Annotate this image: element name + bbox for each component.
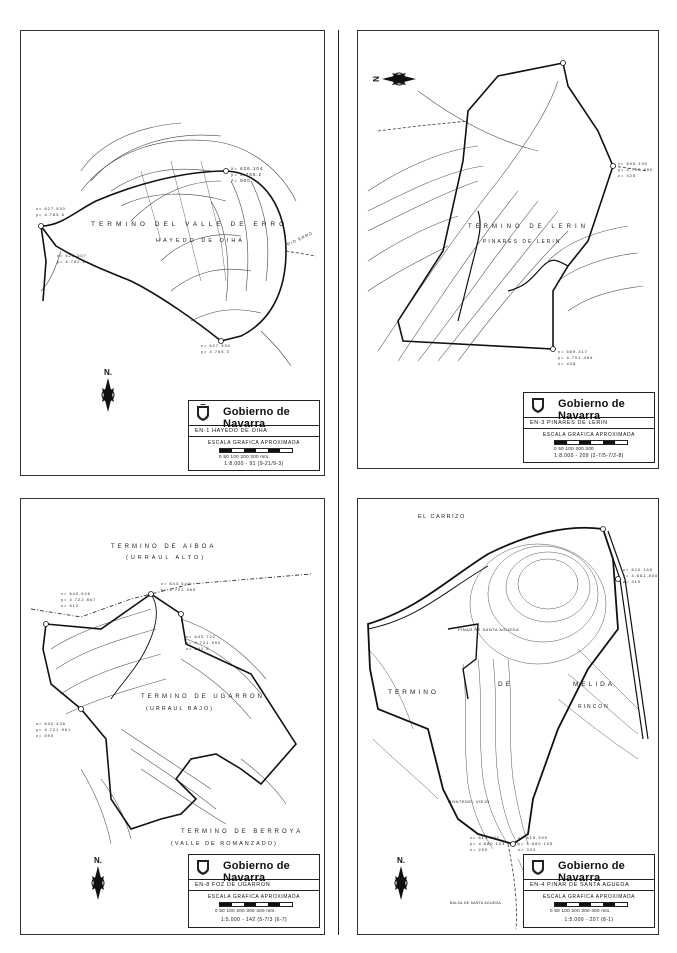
- coord-label: x= 627.930: [201, 343, 231, 348]
- compass-icon: [382, 65, 416, 93]
- map-panel-en8: [20, 498, 325, 935]
- scale-bar: [554, 440, 628, 445]
- scale-ticks: 0 50 100 200 300: [554, 446, 594, 451]
- coord-label: y= 4.722.867: [61, 597, 97, 602]
- north-label: N.: [397, 856, 405, 865]
- government-name: Gobierno de Navarra: [223, 860, 290, 884]
- north-label: N.: [104, 368, 112, 377]
- map-label-term-sub: (URRAUL BAJO): [146, 706, 214, 712]
- title-block: [188, 854, 320, 928]
- scale-bar: [219, 902, 293, 907]
- map-label-place: RINCON: [578, 704, 610, 710]
- navarra-shield-icon: [196, 858, 210, 876]
- coord-label: x= 643.540: [161, 581, 191, 586]
- map-label-place: PINAR DE SANTA AGUEDA: [458, 627, 520, 632]
- center-divider: [338, 30, 339, 935]
- river-label: RIO ERRO: [286, 230, 314, 247]
- map-label-term-sub: (VALLE DE ROMANZADO): [171, 841, 278, 847]
- coord-label: y= 4.701.484: [558, 355, 594, 360]
- coord-label: y= 4.762.6: [57, 259, 86, 264]
- coord-label: x= 590.190: [618, 161, 648, 166]
- map-reference: 1:8.000 - 91 (9-21/9-3): [224, 461, 284, 467]
- north-arrow: [81, 856, 115, 902]
- navarra-shield-icon: [196, 404, 210, 422]
- scale-ticks: 0 50 100 200 300 400 mts.: [550, 908, 612, 913]
- map-label-term: DE: [498, 681, 514, 688]
- coord-label: x= 626.104: [231, 166, 264, 171]
- map-label-term: TERMINO DE AIBOA: [111, 544, 217, 550]
- site-name: EN-4 PINAR DE SANTA AGUEDA: [530, 882, 630, 888]
- coord-label: x= 589.317: [558, 349, 588, 354]
- map-label-place: MONTEDEL VIEJO: [448, 799, 490, 804]
- compass-icon: [84, 866, 112, 900]
- coord-label: z= 900: [231, 178, 251, 183]
- map-label-term-sub: (URRAUL ALTO): [126, 555, 207, 561]
- north-arrow: [91, 368, 125, 414]
- coord-label: z= 333: [518, 847, 537, 852]
- coord-label: y= 4.681.800: [623, 573, 659, 578]
- coord-label: y= 4.765.6: [36, 212, 65, 217]
- map-label-term: MELIDA: [573, 681, 616, 688]
- coord-label: z= 425: [618, 173, 637, 178]
- coord-label: x= 620.165: [623, 567, 653, 572]
- map-panel-en1: [20, 30, 325, 476]
- compass-icon: [94, 378, 122, 412]
- scale-bar: [554, 902, 628, 907]
- title-block: [188, 400, 320, 471]
- title-block: [523, 854, 655, 928]
- coord-label: z= 255: [470, 847, 489, 852]
- map-panel-en3: [357, 30, 659, 469]
- scale-title: ESCALA GRAFICA APROXIMADA: [542, 432, 636, 438]
- title-block: [523, 392, 655, 463]
- scale-bar: [219, 448, 293, 453]
- map-label-wood: PINARES DE LERIN: [483, 239, 562, 245]
- north-arrow: [384, 856, 418, 902]
- coord-label: z= 590: [36, 733, 55, 738]
- site-name: EN-1 HAYEDO DE OIHA: [195, 428, 268, 434]
- government-name: Gobierno de Navarra: [558, 398, 625, 422]
- coord-label: y= 4.765.3: [201, 349, 230, 354]
- coord-label: x= 643.722: [186, 634, 216, 639]
- coord-label: y= 4.680.105: [518, 841, 554, 846]
- map-label-term: TERMINO DEL VALLE DE ERRO: [91, 221, 289, 228]
- coord-label: x= 623.007: [57, 253, 87, 258]
- map-reference: 1:8.000 - 209 (2-7/5-7/2-8): [554, 453, 624, 459]
- coord-label: z= 641,5: [186, 646, 210, 651]
- navarra-shield-icon: [531, 858, 545, 876]
- north-label: N: [372, 76, 381, 82]
- coord-label: x= 615.390: [518, 835, 548, 840]
- coord-label: x= 614.932: [470, 835, 500, 840]
- map-label-term: TERMINO: [388, 689, 439, 696]
- coord-label: x= 642.926: [61, 591, 91, 596]
- north-label: N.: [94, 856, 102, 865]
- compass-icon: [387, 866, 415, 900]
- coord-label: y= 4.680.133: [470, 841, 506, 846]
- coord-label: y= 4.700.690: [618, 167, 654, 172]
- map-label-wood: HAYEDO DE OIHA: [156, 238, 245, 244]
- coord-label: y= 4.765.2: [231, 172, 263, 177]
- map-label-term: TERMINO DE BERROYA: [181, 829, 304, 835]
- map-panel-en4: [357, 498, 659, 935]
- scale-title: ESCALA GRAFICA APROXIMADA: [207, 440, 301, 446]
- scale-title: ESCALA GRAFICA APROXIMADA: [542, 894, 636, 900]
- government-name: Gobierno de Navarra: [223, 406, 290, 430]
- coord-label: x= 642.436: [36, 721, 66, 726]
- north-arrow: [372, 62, 418, 96]
- coord-label: z= 438: [558, 361, 577, 366]
- map-label-place: EL CARRIZO: [418, 514, 466, 520]
- map-label-term: TERMINO DE LERIN: [468, 224, 590, 230]
- navarra-shield-icon: [531, 396, 545, 414]
- scale-ticks: 0 50 100 200 300 mts.: [219, 454, 271, 459]
- site-name: EN-3 PINARES DE LERIN: [530, 420, 608, 426]
- map-label-place: BALSA DE SANTA AGUEDA: [450, 901, 501, 905]
- coord-label: z= 612: [61, 603, 80, 608]
- site-name: EN-8 FOZ DE UGARRON: [195, 882, 271, 888]
- coord-label: x= 627.530: [36, 206, 66, 211]
- coord-label: y= 4.721.990: [186, 640, 222, 645]
- scale-ticks: 0 50 100 200 300 400 mts.: [215, 908, 277, 913]
- map-label-term: TERMINO DE UGARRON: [141, 694, 266, 700]
- scale-title: ESCALA GRAFICA APROXIMADA: [207, 894, 301, 900]
- map-reference: 1:5.000 - 142 (5-7/3 (6-7): [220, 917, 288, 923]
- coord-label: y= 4.722.365: [161, 587, 197, 592]
- coord-label: z= 319: [623, 579, 642, 584]
- coord-label: y= 4.721.961: [36, 727, 72, 732]
- government-name: Gobierno de Navarra: [558, 860, 625, 884]
- map-reference: 1:5.000 - 207 (8-1): [564, 917, 614, 923]
